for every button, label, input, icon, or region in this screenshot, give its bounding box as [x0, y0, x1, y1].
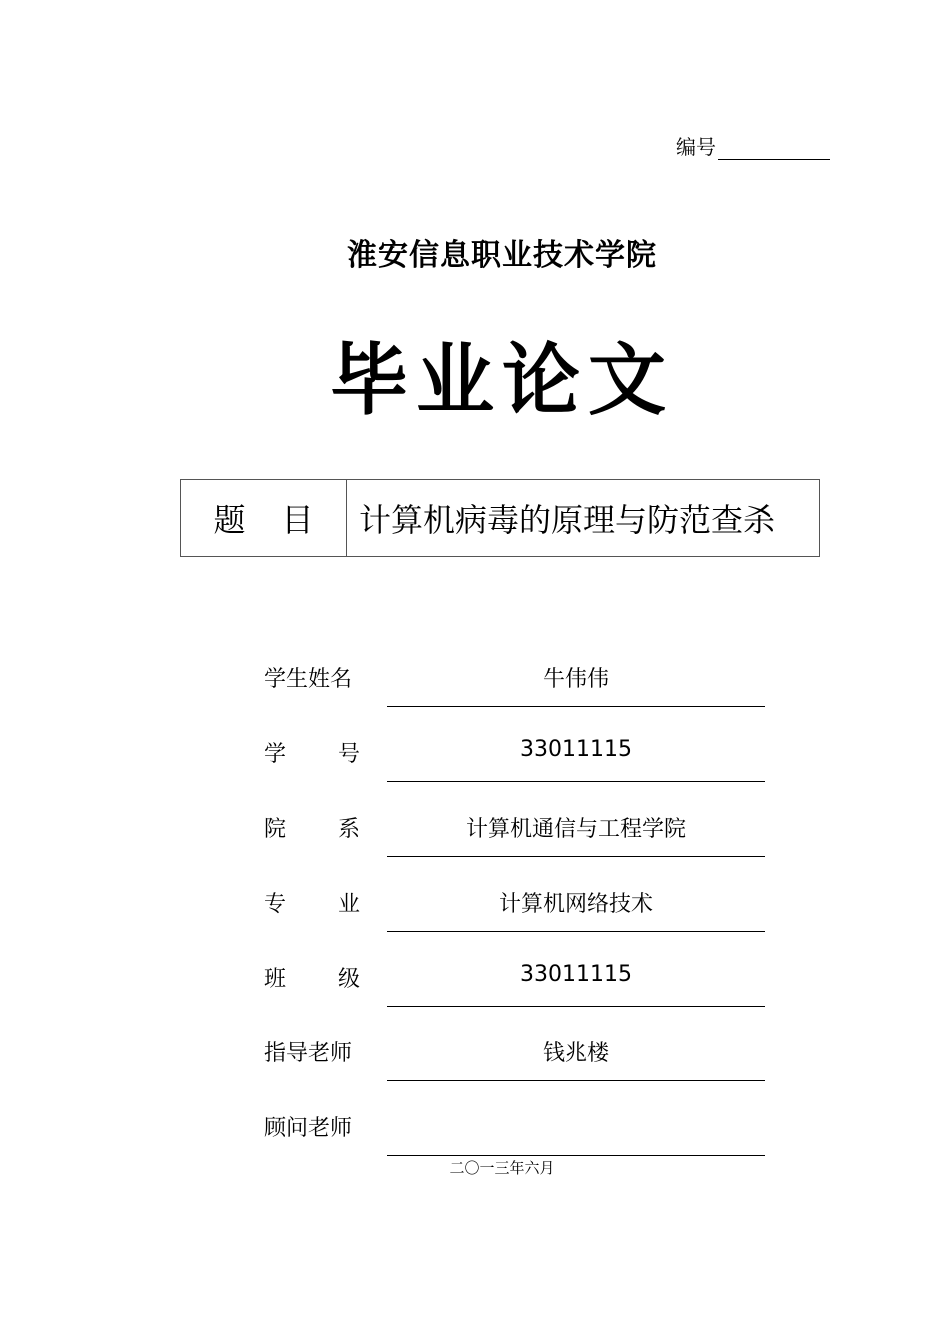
info-value: 钱兆楼	[542, 1041, 609, 1066]
topic-label-char-2: 目	[281, 501, 314, 539]
info-row	[264, 723, 765, 798]
school-name: 淮安信息职业技术学院	[347, 238, 657, 273]
info-label-part: 指导老师	[264, 1041, 353, 1066]
info-row	[264, 798, 765, 873]
info-label-part: 学	[264, 742, 287, 767]
info-row	[264, 1022, 765, 1097]
serial-number-field	[676, 131, 830, 160]
serial-label: 编号	[676, 135, 716, 159]
info-label-part: 系	[337, 817, 360, 842]
info-label	[264, 737, 360, 768]
info-underline	[387, 1080, 765, 1081]
info-label-part: 专	[264, 892, 287, 917]
info-label-part: 业	[337, 892, 360, 917]
info-label	[264, 662, 360, 693]
info-row	[264, 873, 765, 948]
info-label-part: 顾问老师	[264, 1116, 353, 1141]
info-value: 33011115	[520, 737, 632, 762]
info-label-part: 学生姓名	[264, 667, 353, 692]
info-label-part: 院	[264, 817, 287, 842]
info-value: 牛伟伟	[542, 667, 609, 692]
document-title: 毕业论文	[329, 335, 674, 426]
info-label	[264, 812, 360, 843]
info-label	[264, 1111, 360, 1142]
info-value: 计算机通信与工程学院	[465, 817, 686, 842]
info-label-part: 班	[264, 967, 287, 992]
info-value: 33011115	[520, 962, 632, 987]
date: 二〇一三年六月	[449, 1159, 555, 1177]
info-label-part: 级	[337, 967, 360, 992]
info-underline	[387, 1155, 765, 1156]
topic-value: 计算机病毒的原理与防范查杀	[359, 501, 776, 539]
topic-label	[181, 480, 347, 556]
info-underline	[387, 856, 765, 857]
info-label	[264, 1036, 360, 1067]
info-underline	[387, 781, 765, 782]
info-underline	[387, 706, 765, 707]
info-label	[264, 962, 360, 993]
info-underline	[387, 931, 765, 932]
topic-label-char-1: 题	[213, 501, 246, 539]
info-row	[264, 648, 765, 723]
info-value: 计算机网络技术	[498, 892, 653, 917]
info-row	[264, 948, 765, 1023]
info-label-part: 号	[337, 742, 360, 767]
topic-table	[180, 479, 820, 557]
info-label	[264, 887, 360, 918]
info-underline	[387, 1006, 765, 1007]
serial-blank-line	[718, 137, 830, 160]
